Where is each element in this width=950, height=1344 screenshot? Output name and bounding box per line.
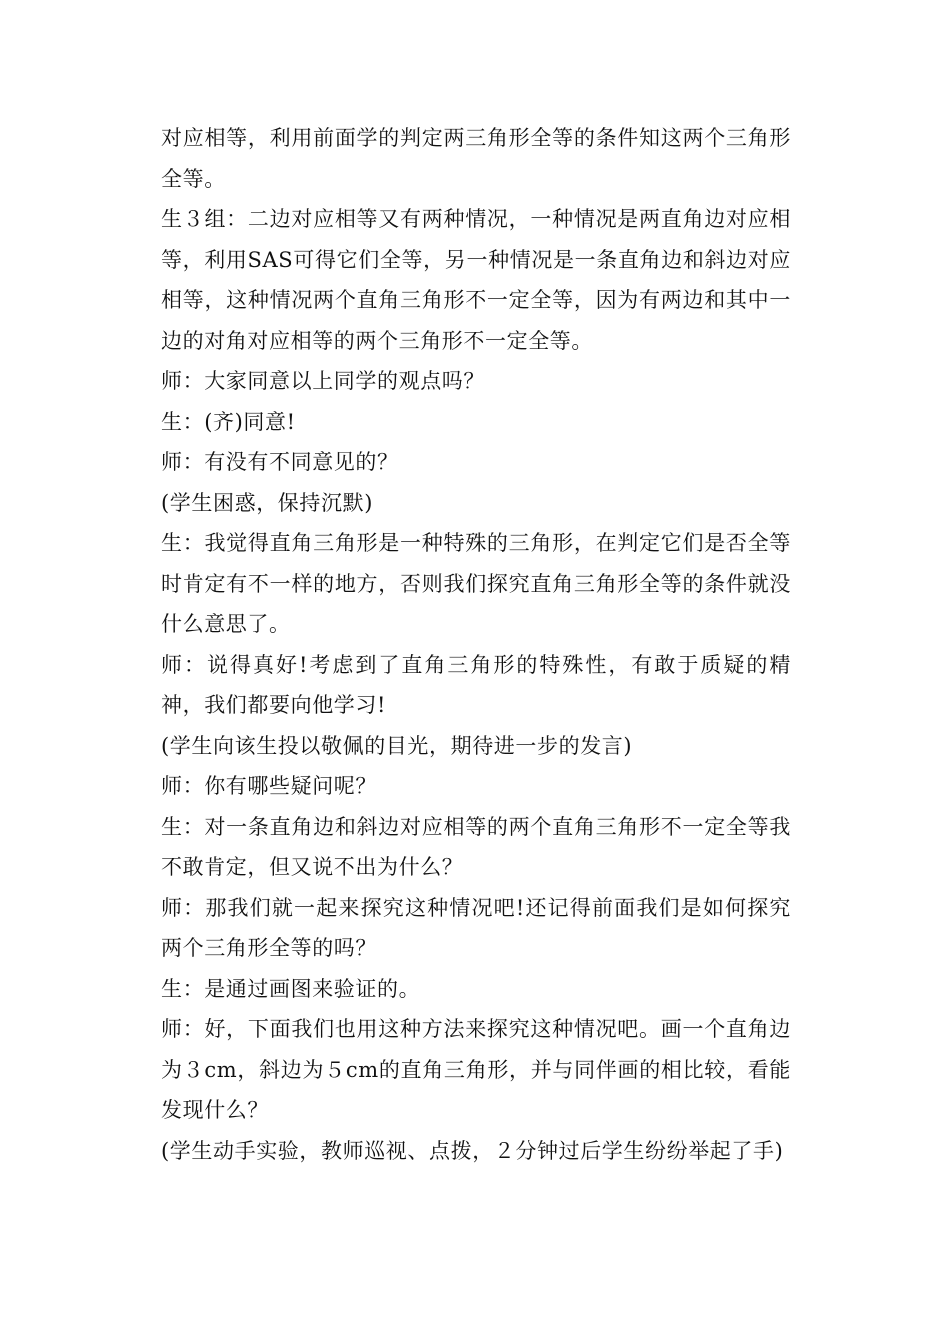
- paragraph: 师：说得真好!考虑到了直角三角形的特殊性，有敢于质疑的精神，我们都要向他学习!: [161, 652, 791, 717]
- paragraph: 对应相等，利用前面学的判定两三角形全等的条件知这两个三角形全等。: [161, 126, 791, 191]
- paragraph: (学生向该生投以敬佩的目光，期待进一步的发言): [161, 733, 633, 758]
- paragraph: 生３组：二边对应相等又有两种情况，一种情况是两直角边对应相等，利用SAS可得它们全等，另一种情况是一条直角边和斜边对应相等，这种情况两个直角三角形不一定全等，因为有两边和其中一边的对角对应相等的两个三角形不一定全等。: [161, 207, 791, 353]
- paragraph: 生：对一条直角边和斜边对应相等的两个直角三角形不一定全等我不敢肯定，但又说不出为什么？: [161, 814, 791, 879]
- paragraph: 生：(齐)同意!: [161, 409, 296, 434]
- document-body: [161, 118, 791, 1171]
- paragraph: 师：有没有不同意见的？: [161, 450, 399, 474]
- paragraph: 师：好，下面我们也用这种方法来探究这种情况吧。画一个直角边为３cm，斜边为５cm的直角三角形，并与同伴画的相比较，看能发现什么？: [161, 1017, 791, 1122]
- paragraph: (学生困惑，保持沉默): [161, 490, 373, 515]
- paragraph: 师：那我们就一起来探究这种情况吧!还记得前面我们是如何探究两个三角形全等的吗？: [161, 895, 791, 960]
- paragraph: 生：是通过画图来验证的。: [161, 976, 421, 1001]
- paragraph: 师：你有哪些疑问呢？: [161, 774, 377, 798]
- paragraph: 生：我觉得直角三角形是一种特殊的三角形，在判定它们是否全等时肯定有不一样的地方，否则我们探究直角三角形全等的条件就没什么意思了。: [161, 531, 791, 636]
- paragraph: 师：大家同意以上同学的观点吗？: [161, 369, 485, 393]
- paragraph: (学生动手实验，教师巡视、点拨，２分钟过后学生纷纷举起了手): [161, 1138, 784, 1163]
